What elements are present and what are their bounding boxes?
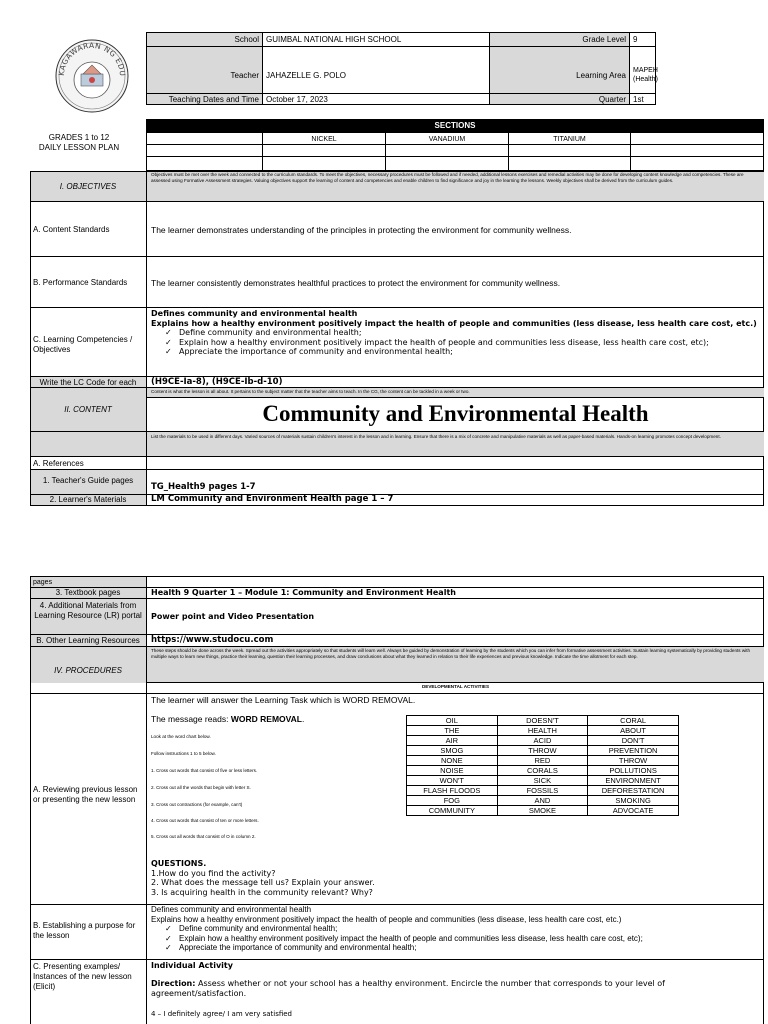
list-item: ✓ Explain how a healthy environment positively impact the health of people and communities less disease, less health care cost, etc); [151, 934, 761, 944]
competencies-label: C. Learning Competencies / Objectives [33, 335, 133, 354]
review-label: A. Reviewing previous lesson or presenting the new lesson [33, 785, 138, 804]
list-item: ✓ Appreciate the importance of community and environmental health; [151, 347, 761, 357]
table-row [407, 726, 679, 736]
table-row [407, 716, 679, 726]
table-cell: NOISE [407, 766, 498, 776]
comp-line-2: Explains how a healthy environment positively impact the health of people and communities (less disease, less health care cost, etc.) [151, 318, 757, 328]
table-row [407, 746, 679, 756]
procedures-label: IV. PROCEDURES [54, 666, 122, 675]
learners-materials-label: 2. Learner's Materials [49, 495, 127, 504]
plan-title: GRADES 1 to 12 DAILY LESSON PLAN [38, 133, 120, 152]
word-chart [406, 715, 679, 816]
quarter-label: Quarter [598, 95, 626, 104]
table-cell: DEFORESTATION [588, 786, 679, 796]
references-label: A. References [33, 459, 84, 468]
performance-standards-text: The learner consistently demonstrates healthful practices to protect the environment for community wellness. [151, 278, 561, 288]
table-cell: THROW [588, 756, 679, 766]
table-cell: ENVIRONMENT [588, 776, 679, 786]
developmental-activities: DEVELOPMENTAL ACTIVITIES [421, 684, 490, 689]
learners-materials-value: LM Community and Environment Health page 1 – 7 [151, 494, 394, 504]
table-row [407, 806, 679, 816]
table-cell: FLASH FLOODS [407, 786, 498, 796]
table-cell: CORAL [588, 716, 679, 726]
sections-header: SECTIONS [434, 121, 476, 130]
textbook-value: Health 9 Quarter 1 – Module 1: Community and Environment Health [151, 588, 456, 597]
table-cell: SMOKING [588, 796, 679, 806]
table-cell: RED [497, 756, 588, 766]
instruction-step: Look at the word chart below. [151, 734, 211, 739]
instruction-step: Follow instructions 1 to 5 below. [151, 751, 216, 756]
section-vanadium: VANADIUM [428, 136, 466, 143]
examples-label: C. Presenting examples/ Instances of the new lesson (Elicit) [33, 962, 132, 991]
list-item: ✓ Explain how a healthy environment positively impact the health of people and communities less disease, less health care cost, etc); [151, 338, 761, 348]
section-nickel: NICKEL [311, 136, 337, 143]
objectives-note: Objectives must be met over the week and connected to the curriculum standards. To meet the objectives, necessary procedures must be followed and if needed, additional lessons exercises and remedial activities may be done for developing content knowledge and competencies. These are assessed using Formative Assessment strategies. Valuing objectives support the learning of content and competencies and enable children to find significance and joy in the learning the lessons. Weekly objectives shall be derived from the curriculum guides. [151, 172, 744, 183]
table-cell: SMOKE [497, 806, 588, 816]
content-standards-label: A. Content Standards [33, 225, 110, 234]
question-item: 1.How do you find the activity? [151, 868, 276, 878]
direction-text: Direction: Assess whether or not your school has a healthy environment. Encircle the number that corresponds to your level of agreement/satisfaction. [151, 979, 665, 998]
lesson-title: Community and Environmental Health [262, 401, 649, 426]
scale-item: 4 – I definitely agree/ I am very satisfied [151, 1010, 293, 1018]
examples-title: Individual Activity [151, 961, 233, 970]
resources-note: List the materials to be used in different days. Varied sources of materials sustain children's interest in the lesson and in learning. Ensure that there is a mix of concrete and manipulative materials as well as paper-based materials. Hands-on learning promotes concept development. [151, 434, 721, 439]
table-cell: NONE [407, 756, 498, 766]
additional-materials-value: Power point and Video Presentation [151, 612, 315, 621]
additional-materials-label: 4. Additional Materials from Learning Resource (LR) portal [34, 601, 142, 620]
table-cell: COMMUNITY [407, 806, 498, 816]
textbook-label: 3. Textbook pages [55, 588, 121, 597]
area-value: MAPEH (Health) [633, 67, 658, 83]
grade-label: Grade Level [582, 35, 626, 44]
table-cell: POLLUTIONS [588, 766, 679, 776]
table-cell: AIR [407, 736, 498, 746]
svg-text:KAGAWARAN NG EDUKASYON: KAGAWARAN NG EDU [56, 40, 128, 77]
dates-value: October 17, 2023 [266, 95, 328, 104]
teacher-value: JAHAZELLE G. POLO [266, 71, 347, 80]
lc-code-label: Write the LC Code for each [39, 378, 137, 387]
teacher-label: Teacher [230, 71, 259, 80]
comp-line-1: Defines community and environmental health [151, 309, 358, 318]
dates-label: Teaching Dates and Time [168, 95, 259, 104]
table-cell: FOG [407, 796, 498, 806]
table-row [407, 736, 679, 746]
list-item: ✓ Appreciate the importance of community and environmental health; [151, 943, 761, 953]
table-cell: ADVOCATE [588, 806, 679, 816]
content-standards-text: The learner demonstrates understanding of the principles in protecting the environment for community wellness. [151, 225, 572, 235]
instruction-step: 5. Cross out all words that consist of O in column 2. [151, 834, 256, 839]
table-row [407, 796, 679, 806]
question-item: 2. What does the message tell us? Explain your answer. [151, 878, 375, 887]
table-cell: FOSSILS [497, 786, 588, 796]
list-item: ✓ Define community and environmental health; [151, 328, 761, 338]
table-cell: PREVENTION [588, 746, 679, 756]
instruction-step: 3. Cross out contractions (for example, can't) [151, 802, 243, 807]
table-cell: THE [407, 726, 498, 736]
other-resources-link[interactable]: https://www.studocu.com [151, 635, 274, 645]
table-cell: SICK [497, 776, 588, 786]
school-value: GUIMBAL NATIONAL HIGH SCHOOL [266, 35, 402, 44]
purpose-label: B. Establishing a purpose for the lesson [33, 921, 136, 940]
table-cell: DON'T [588, 736, 679, 746]
table-cell: WON'T [407, 776, 498, 786]
table-cell: THROW [497, 746, 588, 756]
table-cell: OIL [407, 716, 498, 726]
competencies-block [151, 309, 761, 357]
other-resources-label: B. Other Learning Resources [36, 636, 140, 645]
purpose-line-1: Defines community and environmental health [151, 905, 312, 914]
table-cell: DOESN'T [497, 716, 588, 726]
table-row [407, 756, 679, 766]
question-item: 3. Is acquiring health in the community relevant? Why? [151, 887, 373, 897]
table-cell: SMOG [407, 746, 498, 756]
area-label: Learning Area [576, 71, 626, 80]
comp-checklist [151, 328, 761, 357]
quarter-value: 1st [633, 95, 644, 104]
content-note: Content is what the lesson is all about. It pertains to the subject matter that the teacher aims to teach. In the CG, the content can be tackled in a week or two. [151, 389, 470, 394]
teachers-guide-label: 1. Teacher's Guide pages [42, 476, 134, 485]
school-label: School [234, 35, 259, 44]
content-label: II. CONTENT [64, 405, 112, 414]
grade-value: 9 [633, 35, 638, 44]
table-cell: HEALTH [497, 726, 588, 736]
section-titanium: TITANIUM [553, 136, 586, 143]
purpose-block [151, 905, 761, 953]
purpose-line-2: Explains how a healthy environment positively impact the health of people and communities (less disease, less health care cost, etc.) [151, 914, 622, 924]
deped-seal-logo [54, 38, 130, 114]
message-line: The message reads: WORD REMOVAL. [151, 714, 305, 724]
table-row [407, 786, 679, 796]
instruction-step: 4. Cross out words that consist of ten or more letters. [151, 818, 259, 823]
table-cell: AND [497, 796, 588, 806]
table-cell: ACID [497, 736, 588, 746]
purpose-checklist [151, 924, 761, 953]
table-cell: CORALS [497, 766, 588, 776]
table-cell: ABOUT [588, 726, 679, 736]
pages-label: pages [33, 579, 53, 586]
lc-code-value: (H9CE-Ia-8), (H9CE-Ib-d-10) [151, 377, 283, 387]
table-row [407, 776, 679, 786]
questions-block [151, 859, 751, 897]
list-item: ✓ Define community and environmental health; [151, 924, 761, 934]
table-row [407, 766, 679, 776]
seal-icon [54, 38, 130, 114]
procedures-note: These steps should be done across the week. Spread out the activities appropriately so that students will learn well. Always be guided by demonstration of learning by the students which you can infer from formative assessment activities. Sustain learning systematically by providing students with multiple ways to learn new things, practice their learning, question their learning processes, and draw conclusions about what they learned in relation to their life experiences and previous knowledge. Indicate the time allotment for each step. [151, 648, 751, 659]
questions-label: QUESTIONS. [151, 859, 207, 868]
instruction-step: 1. Cross out words that consist of five or less letters. [151, 768, 258, 773]
instruction-step: 2. Cross out all the words that begin with letter S. [151, 785, 251, 790]
performance-standards-label: B. Performance Standards [33, 278, 128, 287]
objectives-label: I. OBJECTIVES [59, 182, 117, 191]
review-intro: The learner will answer the Learning Task which is WORD REMOVAL. [151, 695, 416, 705]
teachers-guide-value: TG_Health9 pages 1-7 [151, 482, 256, 492]
